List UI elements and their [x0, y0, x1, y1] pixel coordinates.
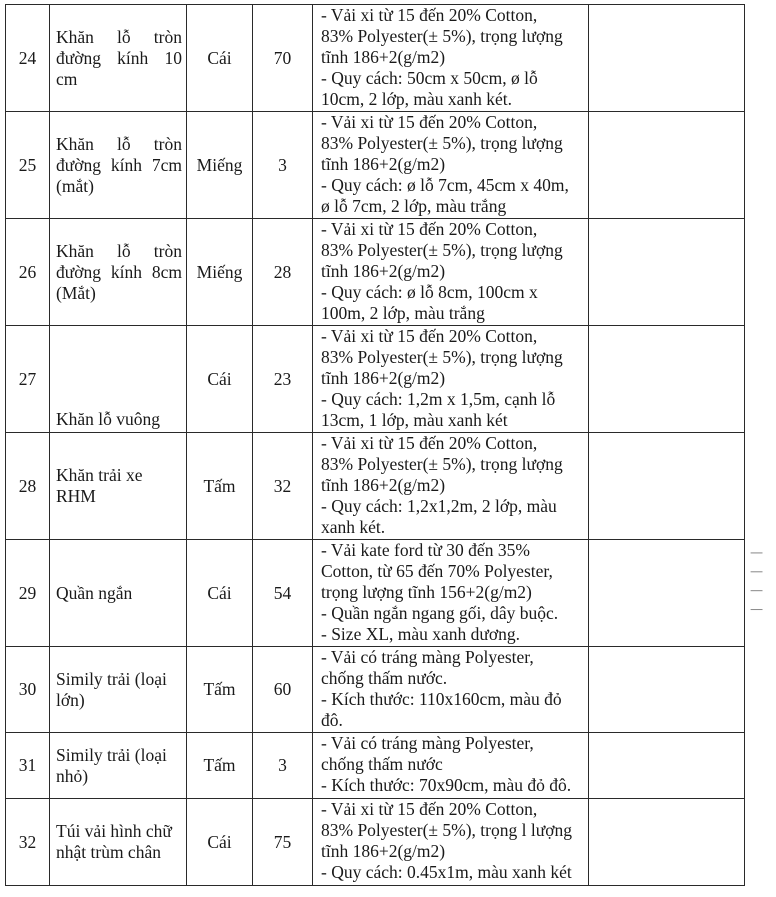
item-quantity: 32	[253, 433, 313, 540]
empty-cell	[589, 219, 745, 326]
spec-line: - Quy cách: ø lỗ 7cm, 45cm x 40m,	[321, 175, 569, 195]
spec-line: tĩnh 186+2(g/m2)	[321, 475, 446, 495]
spec-line: - Size XL, màu xanh dương.	[321, 624, 521, 644]
table-row	[6, 112, 745, 219]
item-name: Khăn trải xe RHM	[50, 433, 187, 540]
spec-line: ø lỗ 7cm, 2 lớp, màu trắng	[321, 196, 507, 216]
item-name: Khăn lỗ tròn đường kính 10 cm	[50, 5, 187, 112]
item-name: Quần ngắn	[50, 540, 187, 647]
item-spec	[313, 112, 589, 219]
spec-line: tĩnh 186+2(g/m2)	[321, 47, 446, 67]
spec-line: tĩnh 186+2(g/m2)	[321, 368, 446, 388]
item-unit: Tấm	[187, 433, 253, 540]
spec-line: - Vải xi từ 15 đến 20% Cotton,	[321, 433, 538, 453]
spec-line: - Vải xi từ 15 đến 20% Cotton,	[321, 326, 538, 346]
empty-cell	[589, 433, 745, 540]
spec-line: Cotton, từ 65 đến 70% Polyester,	[321, 561, 553, 581]
spec-line: tĩnh 186+2(g/m2)	[321, 154, 446, 174]
item-spec	[313, 5, 589, 112]
row-number: 28	[6, 433, 50, 540]
item-quantity: 70	[253, 5, 313, 112]
item-quantity: 75	[253, 799, 313, 886]
row-number: 25	[6, 112, 50, 219]
spec-line: chống thấm nước	[321, 754, 443, 774]
margin-stamp-mark: ▏ ▏ ▏ ▏	[752, 541, 763, 610]
spec-line: - Vải có tráng màng Polyester,	[321, 733, 534, 753]
spec-line: tĩnh 186+2(g/m2)	[321, 841, 446, 861]
item-unit: Tấm	[187, 647, 253, 733]
item-spec	[313, 799, 589, 886]
table-row	[6, 799, 745, 886]
spec-line: - Quy cách: ø lỗ 8cm, 100cm x	[321, 282, 538, 302]
spec-line: - Vải có tráng màng Polyester,	[321, 647, 534, 667]
row-number: 29	[6, 540, 50, 647]
item-spec	[313, 219, 589, 326]
item-name: Simily trải (loại nhỏ)	[50, 733, 187, 799]
spec-line: trọng lượng tĩnh 156+2(g/m2)	[321, 582, 532, 602]
empty-cell	[589, 540, 745, 647]
spec-line: 83% Polyester(± 5%), trọng lượng	[321, 240, 563, 260]
spec-line: - Kích thước: 110x160cm, màu đỏ	[321, 689, 562, 709]
spec-line: 83% Polyester(± 5%), trọng lượng	[321, 26, 563, 46]
item-unit: Cái	[187, 326, 253, 433]
item-name: Khăn lỗ tròn đường kính 7cm (mắt)	[50, 112, 187, 219]
row-number: 31	[6, 733, 50, 799]
item-quantity: 23	[253, 326, 313, 433]
row-number: 26	[6, 219, 50, 326]
empty-cell	[589, 5, 745, 112]
item-unit: Cái	[187, 799, 253, 886]
table-row	[6, 733, 745, 799]
product-spec-table	[5, 4, 745, 886]
item-name: Khăn lỗ vuông	[50, 326, 187, 433]
item-quantity: 28	[253, 219, 313, 326]
spec-line: 13cm, 1 lớp, màu xanh két	[321, 410, 508, 430]
spec-line: 83% Polyester(± 5%), trọng lượng	[321, 133, 563, 153]
item-spec	[313, 733, 589, 799]
spec-line: tĩnh 186+2(g/m2)	[321, 261, 446, 281]
spec-line: 10cm, 2 lớp, màu xanh két.	[321, 89, 513, 109]
spec-line: 83% Polyester(± 5%), trọng lượng	[321, 347, 563, 367]
spec-line: - Vải kate ford từ 30 đến 35%	[321, 540, 530, 560]
spec-line: - Quy cách: 1,2x1,2m, 2 lớp, màu	[321, 496, 557, 516]
item-unit: Cái	[187, 5, 253, 112]
item-unit: Tấm	[187, 733, 253, 799]
table-row	[6, 219, 745, 326]
spec-line: - Quần ngắn ngang gối, dây buộc.	[321, 603, 559, 623]
item-quantity: 54	[253, 540, 313, 647]
spec-line: - Quy cách: 50cm x 50cm, ø lỗ	[321, 68, 538, 88]
empty-cell	[589, 647, 745, 733]
spec-line: - Kích thước: 70x90cm, màu đỏ đô.	[321, 775, 572, 795]
row-number: 32	[6, 799, 50, 886]
table-row	[6, 540, 745, 647]
row-number: 30	[6, 647, 50, 733]
table-row	[6, 433, 745, 540]
spec-line: - Quy cách: 0.45x1m, màu xanh két	[321, 862, 572, 882]
empty-cell	[589, 112, 745, 219]
item-unit: Miếng	[187, 112, 253, 219]
item-spec	[313, 433, 589, 540]
table-body	[6, 5, 745, 886]
empty-cell	[589, 326, 745, 433]
item-quantity: 60	[253, 647, 313, 733]
empty-cell	[589, 733, 745, 799]
row-number: 24	[6, 5, 50, 112]
spec-line: đô.	[321, 710, 343, 730]
empty-cell	[589, 799, 745, 886]
item-spec	[313, 326, 589, 433]
item-spec	[313, 540, 589, 647]
item-name: Túi vải hình chữ nhật trùm chân	[50, 799, 187, 886]
item-quantity: 3	[253, 733, 313, 799]
item-unit: Cái	[187, 540, 253, 647]
item-name: Khăn lỗ tròn đường kính 8cm (Mắt)	[50, 219, 187, 326]
spec-line: - Vải xi từ 15 đến 20% Cotton,	[321, 799, 538, 819]
item-spec	[313, 647, 589, 733]
spec-line: - Vải xi từ 15 đến 20% Cotton,	[321, 5, 538, 25]
spec-line: 83% Polyester(± 5%), trọng lượng	[321, 454, 563, 474]
spec-line: - Vải xi từ 15 đến 20% Cotton,	[321, 219, 538, 239]
spec-line: - Vải xi từ 15 đến 20% Cotton,	[321, 112, 538, 132]
spec-line: 83% Polyester(± 5%), trọng l lượng	[321, 820, 572, 840]
spec-line: xanh két.	[321, 517, 386, 537]
item-unit: Miếng	[187, 219, 253, 326]
row-number: 27	[6, 326, 50, 433]
item-name: Simily trải (loại lớn)	[50, 647, 187, 733]
table-row	[6, 5, 745, 112]
spec-line: 100m, 2 lớp, màu trắng	[321, 303, 485, 323]
item-quantity: 3	[253, 112, 313, 219]
table-row	[6, 326, 745, 433]
spec-line: - Quy cách: 1,2m x 1,5m, cạnh lỗ	[321, 389, 556, 409]
spec-line: chống thấm nước.	[321, 668, 448, 688]
table-row	[6, 647, 745, 733]
